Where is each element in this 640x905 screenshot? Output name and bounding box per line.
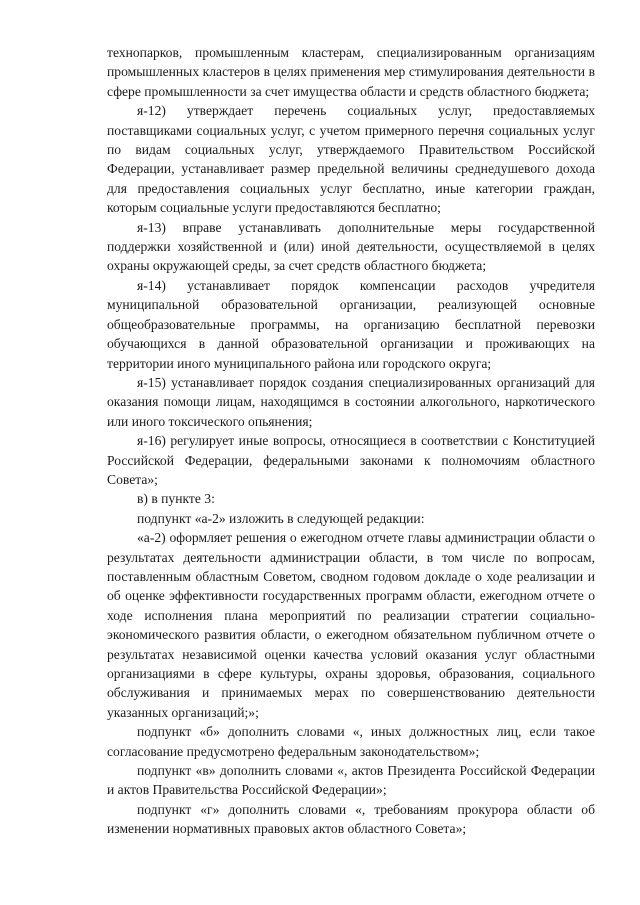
paragraph-subitem-a2-text: «а-2) оформляет решения о ежегодном отчете главы администрации области о результатах деятельности администрации области, в том числе по вопросам, поставленным областным Советом, сводном годовом докладе о ходе реализации и об оценке эффективности государственных программ области, ежегодном отчете о ходе исполнения плана мероприятий по реализации стратегии социально-экономического развития области, о ежегодном обязательном публичном отчете о результатах независимой оценки качества условий оказания услуг областными организациями в сфере культуры, охраны здоровья, образования, социального обслуживания и принимаемых мерах по совершенствованию деятельности указанных организаций;»; [107, 530, 595, 720]
paragraph-ya-15: я-15) устанавливает порядок создания специализированных организаций для оказания помощи лицам, находящимся в состоянии алкогольного, наркотического или иного токсического опьянения; [107, 374, 595, 429]
paragraph-subitem-g: подпункт «г» дополнить словами «, требованиям прокурора области об изменении нормативных правовых актов областного Совета»; [107, 801, 595, 837]
paragraph-item-v: в) в пункте 3: [137, 491, 215, 507]
paragraph-subitem-v: подпункт «в» дополнить словами «, актов Президента Российской Федерации и актов Правительства Российской Федерации»; [107, 763, 595, 798]
paragraph-subitem-b: подпункт «б» дополнить словами «, иных должностных лиц, если такое согласование предусмотрено федеральным законодательством»; [107, 724, 595, 759]
paragraph-ya-13: я-13) вправе устанавливать дополнительные меры государственной поддержки хозяйственной и (или) иной деятельности, осуществляемой в целях охраны окружающей среды, за счет средств областного бюджета; [107, 219, 595, 274]
paragraph-continuation: технопарков, промышленным кластерам, специализированным организациям промышленных кластеров в целях применения мер стимулирования деятельности в сфере промышленности за счет имущества области и средств областного бюджета; [107, 45, 595, 99]
paragraph-ya-16: я-16) регулирует иные вопросы, относящиеся в соответствии с Конституцией Российской Федерации, федеральными законами к полномочиям областного Совета»; [107, 433, 595, 487]
document-page [107, 43, 595, 839]
paragraph-ya-14: я-14) устанавливает порядок компенсации расходов учредителя муниципальной образовательной организации, реализующей основные общеобразовательные программы, на организацию бесплатной перевозки обучающихся в данной образовательной организации и проживающих на территории иного муниципального района или городского округа; [107, 277, 595, 371]
paragraph-ya-12: я-12) утверждает перечень социальных услуг, предоставляемых поставщиками социальных услуг, с учетом примерного перечня социальных услуг по видам социальных услуг, утверждаемого Правительством Российской Федерации, устанавливает размер предельной величины среднедушевого дохода для предоставления социальных услуг бесплатно, иные категории граждан, которым социальные услуги предоставляются бесплатно; [107, 103, 595, 216]
paragraph-subitem-a2-intro: подпункт «а-2» изложить в следующей редакции: [137, 510, 425, 526]
